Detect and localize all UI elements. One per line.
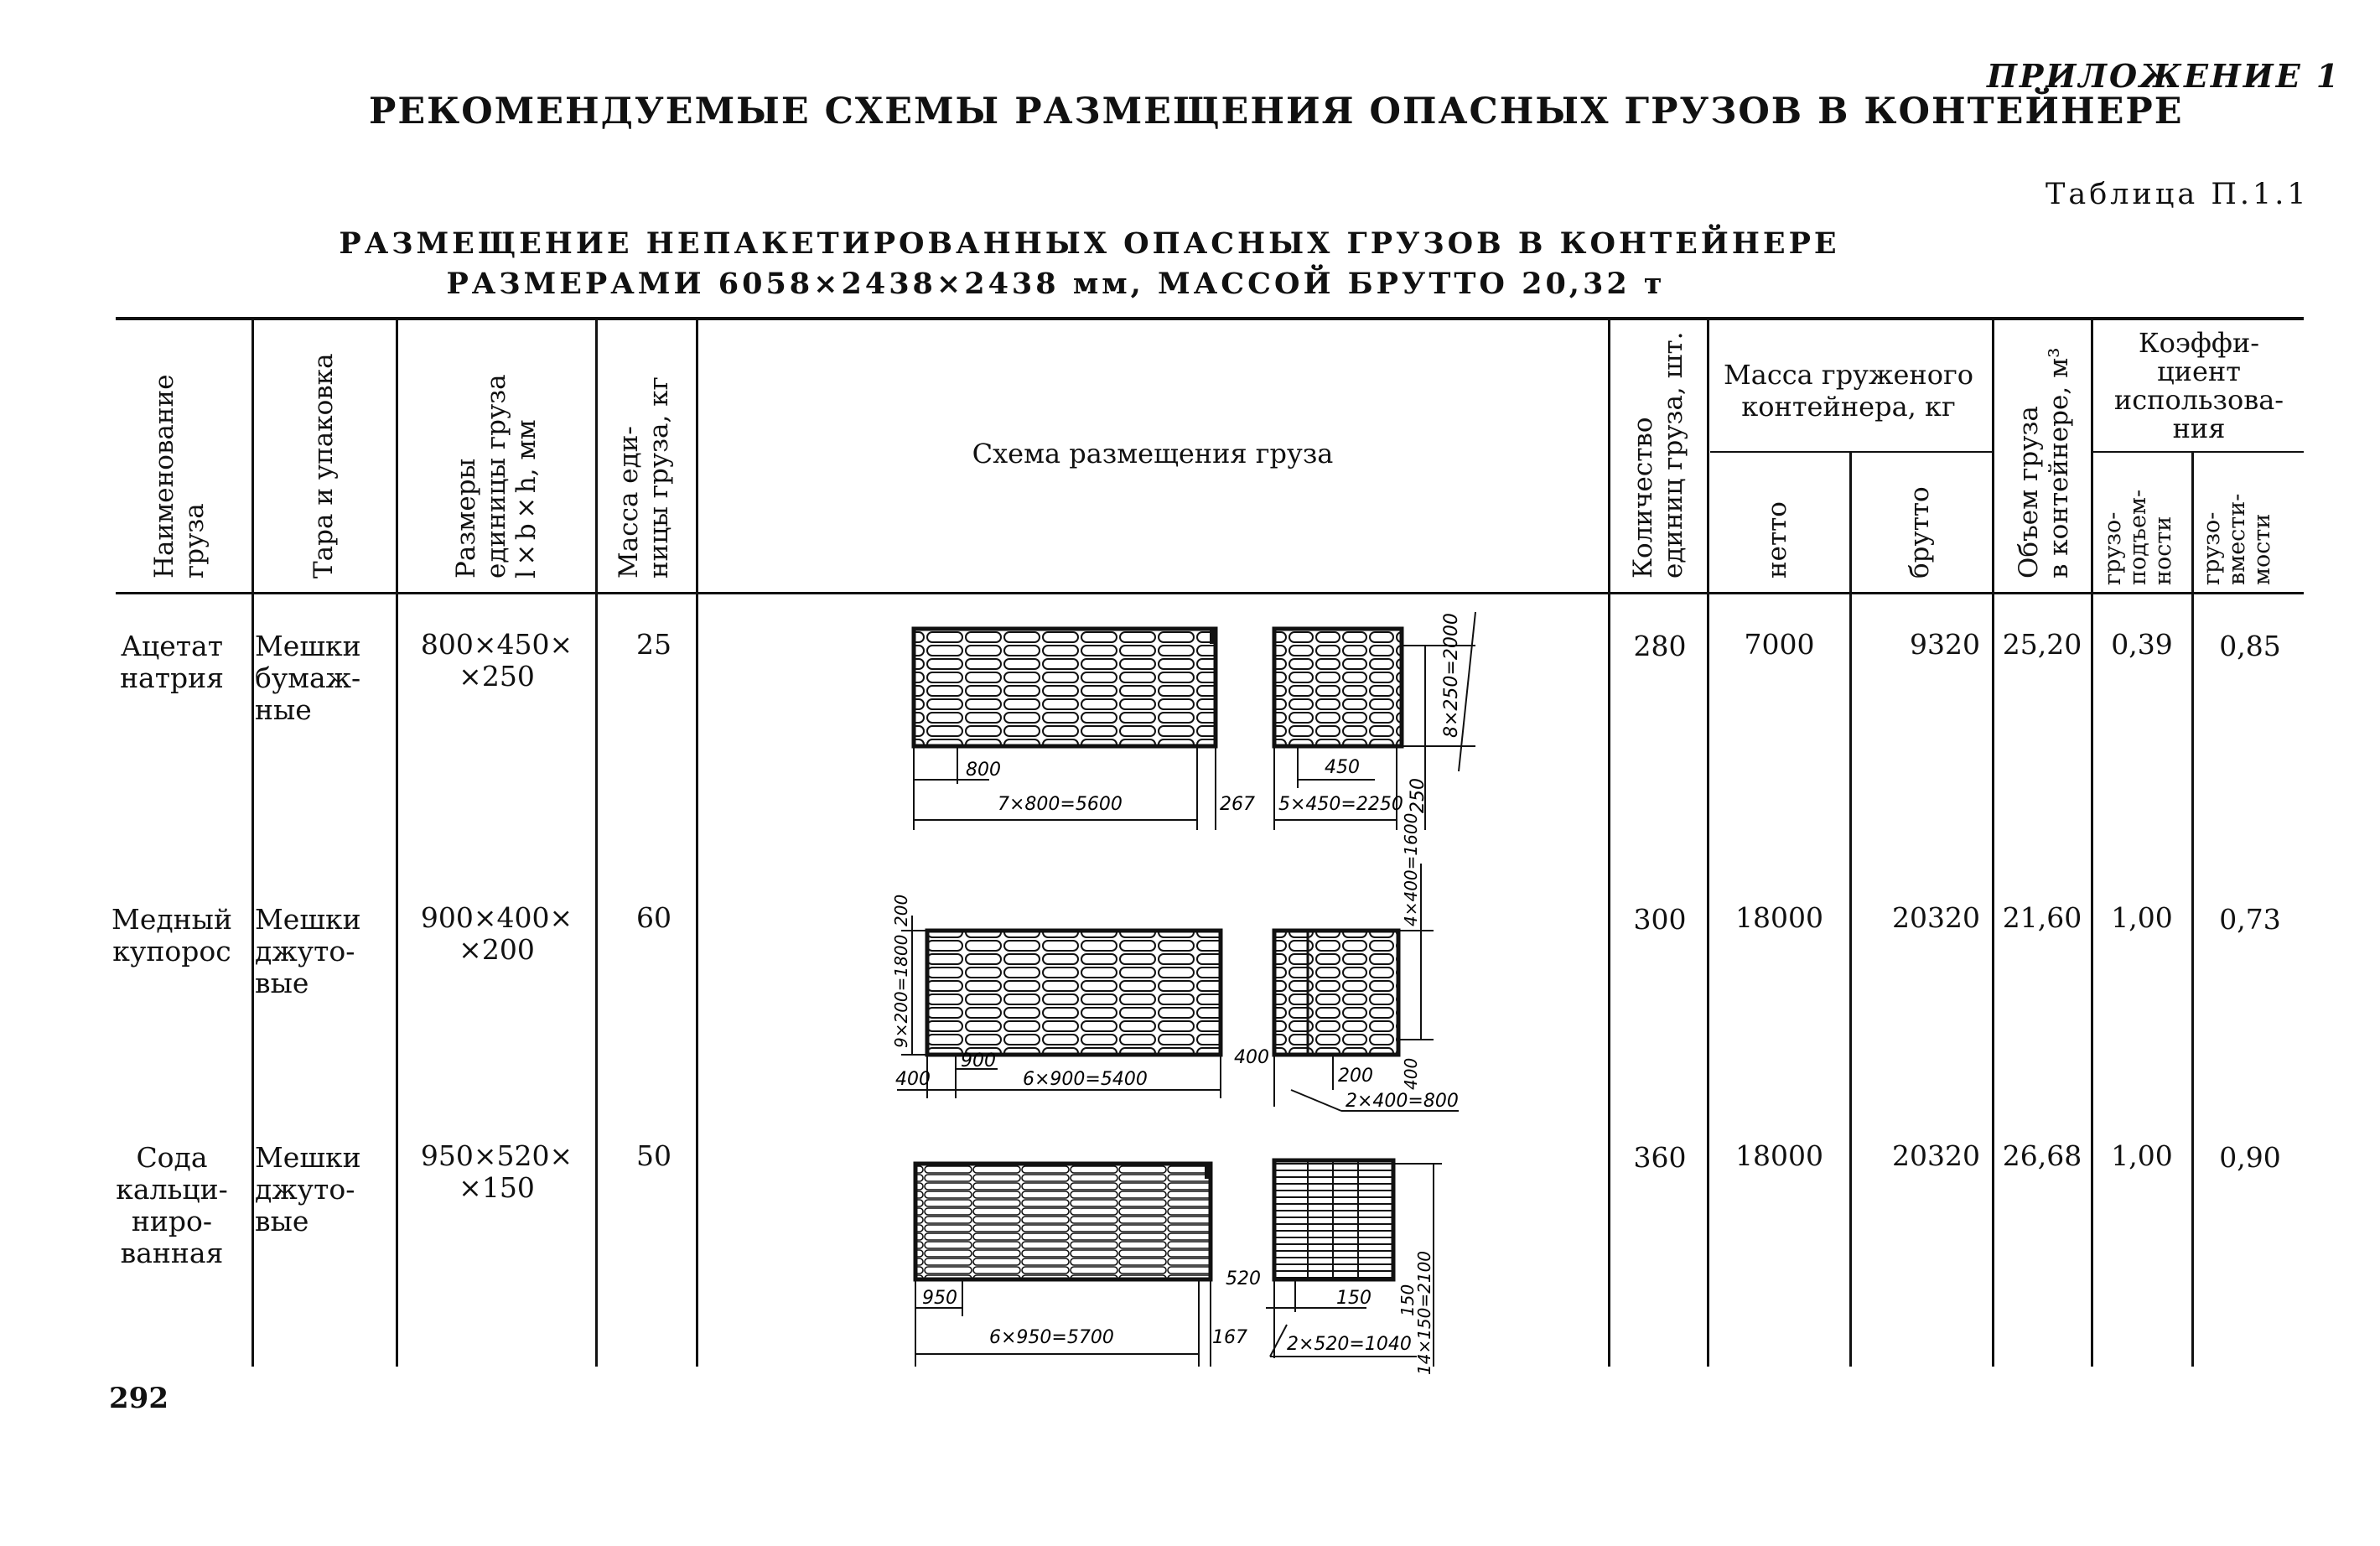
dim-side-h: 150	[1397, 1284, 1418, 1316]
cell-volume: 25,20	[2002, 628, 2082, 661]
header-name: Наименование груза	[149, 374, 210, 578]
dim-side-total: 2×400=800	[1346, 1091, 1459, 1112]
cell-dimensions: 900×400× ×200	[420, 901, 573, 966]
scheme-soda-ash	[915, 1160, 1442, 1375]
cell-unit-mass: 25	[636, 628, 671, 661]
cell-unit-mass: 60	[636, 901, 671, 934]
cell-net: 18000	[1735, 1139, 1823, 1172]
cell-unit-mass: 50	[636, 1139, 671, 1172]
header-gross: брутто	[1905, 486, 1935, 578]
cell-dimensions: 950×520× ×150	[420, 1139, 573, 1204]
header-coef-volume: грузо- вмести- мости	[2199, 493, 2275, 585]
dim-side-gap: 520	[1226, 1268, 1261, 1289]
dim-total: 6×900=5400	[1023, 1069, 1148, 1090]
page-number: 292	[109, 1382, 169, 1415]
header-volume: Объем груза в контейнере, м³	[2014, 347, 2074, 578]
dim-height: 14×150=2100	[1414, 1250, 1434, 1375]
dim-height: 9×200=1800	[891, 934, 911, 1048]
cell-net: 7000	[1744, 628, 1815, 661]
dim-total: 6×950=5700	[989, 1327, 1114, 1348]
dim-side-unit: 450	[1325, 757, 1360, 778]
dim-side-gap: 400	[1234, 1047, 1269, 1068]
appendix-label: ПРИЛОЖЕНИЕ 1	[1987, 57, 2341, 95]
cell-name: Ацетат натрия	[120, 630, 224, 694]
dim-side-unit: 200	[1338, 1066, 1373, 1087]
cell-coef-volume: 0,73	[2219, 903, 2281, 936]
dim-left-gap: 400	[895, 1069, 931, 1090]
header-loaded-mass: Масса груженого контейнера, кг	[1723, 359, 1973, 423]
cell-packaging: Мешки бумаж- ные	[255, 630, 361, 726]
dim-top-gap: 200	[891, 894, 911, 926]
header-count: Количество единиц груза, шт.	[1628, 331, 1688, 578]
table-title-line1: РАЗМЕЩЕНИЕ НЕПАКЕТИРОВАННЫХ ОПАСНЫХ ГРУЗОВ В КОНТЕЙНЕРЕ	[339, 226, 1840, 261]
cell-name: Сода кальци- ниро- ванная	[116, 1141, 228, 1269]
cell-coef-volume: 0,90	[2219, 1141, 2281, 1174]
header-packaging: Тара и упаковка	[309, 353, 339, 578]
page-title: РЕКОМЕНДУЕМЫЕ СХЕМЫ РАЗМЕЩЕНИЯ ОПАСНЫХ ГРУЗОВ В КОНТЕЙНЕРЕ	[369, 91, 2184, 132]
header-unit-mass: Масса еди- ницы груза, кг	[614, 376, 674, 578]
header-scheme: Схема размещения груза	[972, 438, 1334, 470]
table-title-line2: РАЗМЕРАМИ 6058×2438×2438 мм, МАССОЙ БРУТТО 20,32 т	[446, 267, 1666, 301]
dim-top-gap: 250	[1408, 778, 1429, 813]
cell-volume: 21,60	[2002, 901, 2082, 934]
cell-packaging: Мешки джуто- вые	[255, 903, 361, 999]
cell-coef-volume: 0,85	[2219, 630, 2281, 662]
cell-gross: 20320	[1892, 901, 1980, 934]
table-label: Таблица П.1.1	[2046, 178, 2310, 211]
cell-coef-capacity: 1,00	[2111, 901, 2173, 934]
dim-side-total: 2×520=1040	[1287, 1334, 1412, 1355]
cell-count: 300	[1633, 903, 1687, 936]
cell-packaging: Мешки джуто- вые	[255, 1141, 361, 1237]
cell-volume: 26,68	[2002, 1139, 2082, 1172]
dim-side-unit: 150	[1336, 1288, 1371, 1309]
header-coef: Коэффи- циент использова- ния	[2113, 327, 2284, 444]
scheme-copper-sulfate	[891, 813, 1459, 1112]
cell-net: 18000	[1735, 901, 1823, 934]
dim-side-total: 5×450=2250	[1278, 794, 1403, 815]
dim-gap: 167	[1212, 1327, 1247, 1348]
scheme-sodium-acetate	[914, 612, 1475, 830]
cell-count: 360	[1633, 1141, 1687, 1174]
dim-unit: 950	[922, 1288, 957, 1309]
cell-count: 280	[1633, 630, 1687, 662]
dim-unit: 900	[961, 1051, 996, 1071]
cell-coef-capacity: 0,39	[2111, 628, 2173, 661]
dim-height: 8×250=2000	[1441, 613, 1462, 738]
cell-gross: 20320	[1892, 1139, 1980, 1172]
dim-unit: 800	[966, 760, 1001, 781]
cell-name: Медный купорос	[111, 903, 232, 968]
dim-side-right: 400	[1401, 1057, 1421, 1090]
dim-side-top: 4×400=1600	[1401, 812, 1421, 926]
cell-coef-capacity: 1,00	[2111, 1139, 2173, 1172]
header-net: нетто	[1762, 501, 1792, 578]
header-dimensions: Размеры единицы груза l×b×h, мм	[451, 374, 542, 578]
dim-total: 7×800=5600	[998, 794, 1123, 815]
header-coef-capacity: грузо- подъем- ности	[2100, 489, 2176, 585]
cell-dimensions: 800×450× ×250	[420, 628, 573, 693]
cell-gross: 9320	[1910, 628, 1980, 661]
dim-gap: 267	[1220, 794, 1255, 815]
